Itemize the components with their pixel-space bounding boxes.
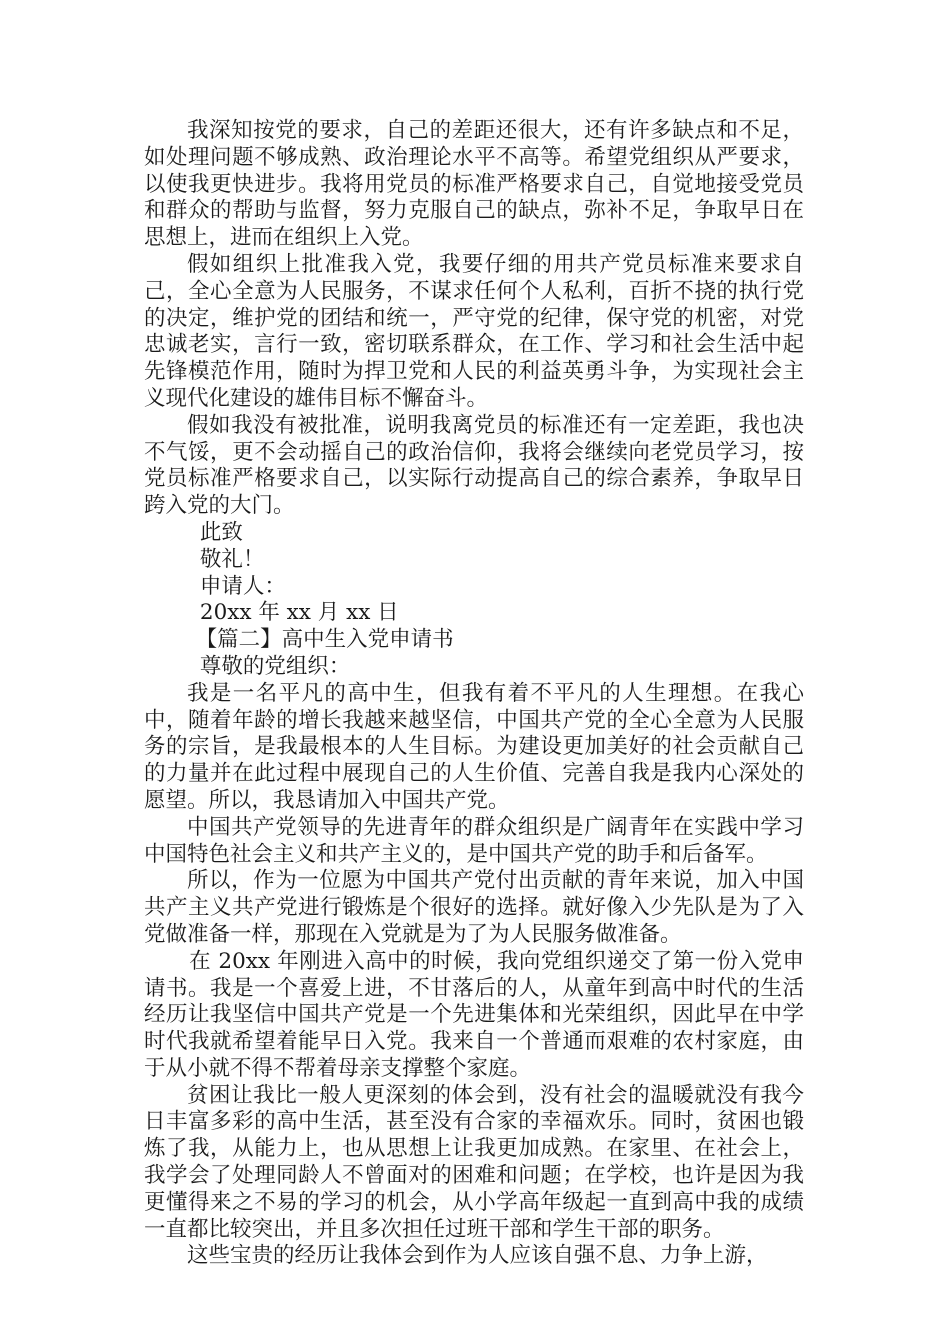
body-paragraph: 我是一名平凡的高中生，但我有着不平凡的人生理想。在我心中，随着年龄的增长我越来越坚信，中国共产党的全心全意为人民服务的宗旨，是我最根本的人生目标。为建设更加美好的社会贡献自己的力量并在此过程中展现自己的人生价值、完善自我是我内心深处的愿望。所以，我恳请加入中国共产党。 (144, 680, 804, 813)
body-paragraph: 在 20xx 年刚进入高中的时候，我向党组织递交了第一份入党申请书。我是一个喜爱上进，不甘落后的人，从童年到高中时代的生活经历让我坚信中国共产党是一个先进集体和光荣组织，因此早在中学时代我就希望着能早日入党。我来自一个普通而艰难的农村家庭，由于从小就不得不帮着母亲支撑整个家庭。 (144, 948, 804, 1081)
section-title: 【篇二】高中生入党申请书 (195, 627, 454, 653)
document-page (144, 118, 804, 1270)
body-paragraph: 假如我没有被批准，说明我离党员的标准还有一定差距，我也决不气馁，更不会动摇自己的政治信仰，我将会继续向老党员学习，按党员标准严格要求自己，以实际行动提高自己的综合素养，争取早日跨入党的大门。 (144, 412, 804, 519)
body-paragraph: 中国共产党领导的先进青年的群众组织是广阔青年在实践中学习中国特色社会主义和共产主义的，是中国共产党的助手和后备军。 (144, 814, 804, 867)
body-paragraph: 假如组织上批准我入党，我要仔细的用共产党员标准来要求自己，全心全意为人民服务，不谋求任何个人私利，百折不挠的执行党的决定，维护党的团结和统一，严守党的纪律，保守党的机密，对党忠诚老实，言行一致，密切联系群众，在工作、学习和社会生活中起先锋模范作用，随时为捍卫党和人民的利益英勇斗争，为实现社会主义现代化建设的雄伟目标不懈奋斗。 (144, 251, 804, 411)
applicant-label: 申请人： (199, 573, 286, 599)
closing-salute: 此致 (199, 519, 243, 545)
greeting: 尊敬的党组织： (199, 653, 351, 679)
body-paragraph: 这些宝贵的经历让我体会到作为人应该自强不息、力争上游， (187, 1243, 768, 1269)
body-paragraph: 所以，作为一位愿为中国共产党付出贡献的青年来说，加入中国共产主义共产党进行锻炼是个很好的选择。就好像入少先队是为了入党做准备一样，那现在入党就是为了为人民服务做准备。 (144, 868, 804, 947)
date-line: 20xx 年 xx 月 xx 日 (199, 600, 399, 626)
body-paragraph: 我深知按党的要求，自己的差距还很大，还有许多缺点和不足，如处理问题不够成熟、政治理论水平不高等。希望党组织从严要求，以使我更快进步。我将用党员的标准严格要求自己，自觉地接受党员和群众的帮助与监督，努力克服自己的缺点，弥补不足，争取早日在思想上，进而在组织上入党。 (144, 118, 804, 251)
body-paragraph: 贫困让我比一般人更深刻的体会到，没有社会的温暖就没有我今日丰富多彩的高中生活，甚至没有合家的幸福欢乐。同时，贫困也锻炼了我，从能力上，也从思想上让我更加成熟。在家里、在社会上，我学会了处理同龄人不曾面对的困难和问题；在学校，也许是因为我更懂得来之不易的学习的机会，从小学高年级起一直到高中我的成绩一直都比较突出，并且多次担任过班干部和学生干部的职务。 (144, 1082, 804, 1242)
closing-salute: 敬礼！ (199, 546, 265, 572)
